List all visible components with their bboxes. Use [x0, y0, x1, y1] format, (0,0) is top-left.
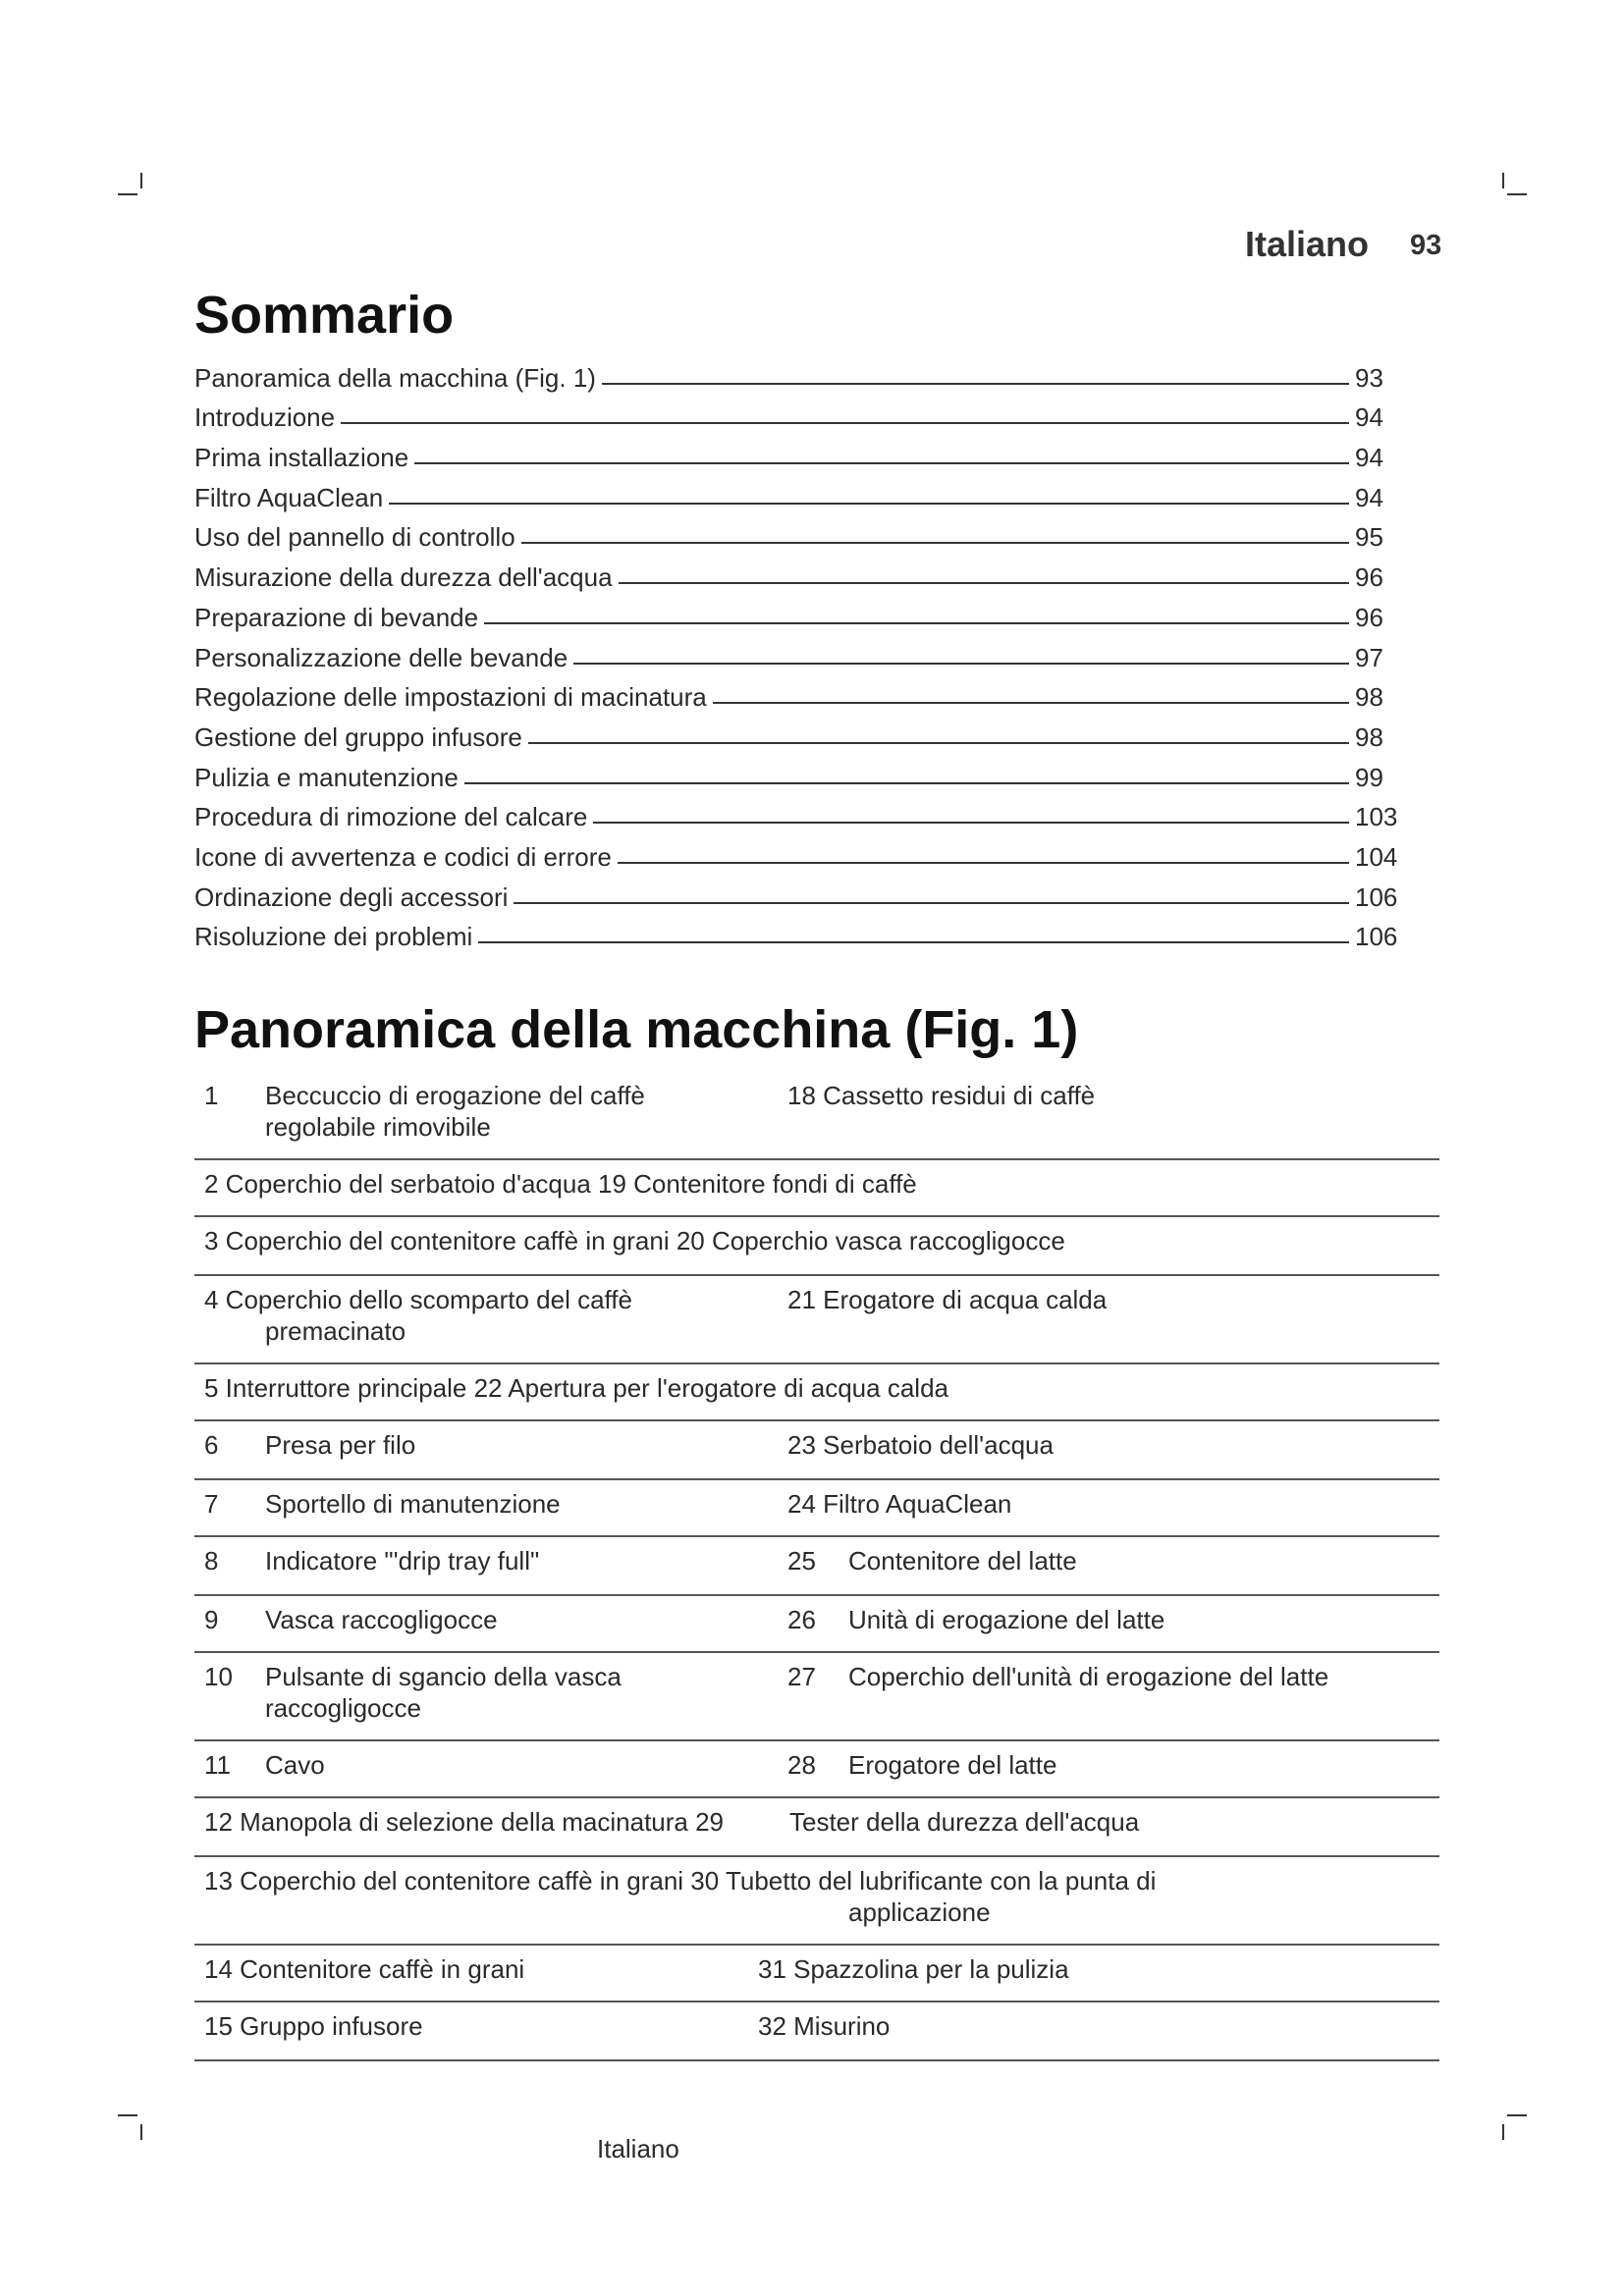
toc-entry[interactable] — [194, 873, 1402, 913]
header-page-number: 93 — [1410, 230, 1442, 261]
toc-entry[interactable] — [194, 433, 1402, 473]
toc-leader — [528, 742, 1349, 744]
table-row — [194, 1480, 1439, 1537]
toc-entry-title: Prima installazione — [194, 443, 409, 473]
part-number: 28 — [787, 1750, 816, 1780]
toc-entry[interactable] — [194, 673, 1402, 714]
header-language: Italiano — [1245, 224, 1370, 264]
toc-entry-page: 99 — [1355, 762, 1383, 792]
toc-leader — [341, 422, 1349, 424]
part-text: 31 Spazzolina per la pulizia — [758, 1954, 1069, 1984]
toc-leader — [478, 941, 1349, 943]
part-label: Cavo — [265, 1750, 325, 1780]
table-row — [194, 1072, 1439, 1160]
toc-entry-page: 96 — [1355, 602, 1383, 632]
part-number: 26 — [787, 1605, 816, 1634]
table-row — [194, 1857, 1439, 1946]
part-text-continued: premacinato — [265, 1316, 406, 1346]
toc-entry-page: 93 — [1355, 362, 1383, 393]
toc-entry[interactable] — [194, 633, 1402, 673]
table-row — [194, 1160, 1439, 1217]
toc-leader — [618, 862, 1349, 864]
toc-entry[interactable] — [194, 832, 1402, 873]
part-label: Sportello di manutenzione — [265, 1489, 561, 1519]
part-label: Pulsante di sgancio della vasca raccogligocce — [265, 1662, 622, 1723]
part-number: 1 — [204, 1081, 219, 1110]
toc-entry-title: Ordinazione degli accessori — [194, 881, 509, 912]
toc-entry[interactable] — [194, 513, 1402, 554]
toc-entry-page: 98 — [1355, 721, 1383, 752]
table-row — [194, 2002, 1439, 2061]
table-row — [194, 1421, 1439, 1480]
part-text: 14 Contenitore caffè in grani — [204, 1954, 525, 1984]
toc-entry[interactable] — [194, 473, 1402, 513]
toc-leader — [593, 822, 1349, 824]
toc-entry-title: Uso del pannello di controllo — [194, 522, 515, 553]
table-row — [194, 1653, 1439, 1741]
part-number: 27 — [787, 1662, 816, 1691]
toc-entry[interactable] — [194, 913, 1402, 953]
crop-mark — [1502, 2124, 1504, 2140]
crop-mark — [140, 173, 142, 188]
overview-title: Panoramica della macchina (Fig. 1) — [194, 1000, 1079, 1059]
table-row — [194, 1537, 1439, 1596]
toc-entry-title: Regolazione delle impostazioni di macinatura — [194, 682, 707, 713]
toc-entry-title: Filtro AquaClean — [194, 482, 384, 512]
toc-leader — [484, 622, 1349, 624]
part-number: 6 — [204, 1430, 219, 1460]
part-text: 2 Coperchio del serbatoio d'acqua 19 Contenitore fondi di caffè — [204, 1169, 917, 1199]
table-row — [194, 1798, 1439, 1857]
toc-entry-page: 97 — [1355, 642, 1383, 672]
table-of-contents — [194, 353, 1402, 952]
crop-mark — [118, 193, 137, 195]
toc-entry-page: 94 — [1355, 443, 1383, 473]
toc-leader — [521, 542, 1349, 544]
toc-entry-page: 96 — [1355, 562, 1383, 593]
toc-entry[interactable] — [194, 713, 1402, 753]
part-text: 23 Serbatoio dell'acqua — [787, 1430, 1054, 1460]
part-number: 9 — [204, 1605, 219, 1634]
crop-mark — [1507, 193, 1527, 195]
toc-leader — [464, 782, 1349, 784]
table-row — [194, 1596, 1439, 1653]
toc-entry-page: 106 — [1355, 922, 1398, 952]
part-label: Unità di erogazione del latte — [848, 1605, 1165, 1634]
part-label: Presa per filo — [265, 1430, 416, 1460]
footer-language: Italiano — [597, 2134, 679, 2163]
part-text: 15 Gruppo infusore — [204, 2011, 423, 2041]
toc-entry-title: Gestione del gruppo infusore — [194, 721, 522, 752]
toc-leader — [414, 462, 1349, 464]
part-text: 21 Erogatore di acqua calda — [787, 1285, 1108, 1314]
toc-title: Sommario — [194, 286, 455, 345]
toc-entry[interactable] — [194, 353, 1402, 394]
part-text: 13 Coperchio del contenitore caffè in grani 30 Tubetto del lubrificante con la punta di — [204, 1866, 1157, 1896]
table-row — [194, 1276, 1439, 1364]
part-label: Erogatore del latte — [848, 1750, 1057, 1780]
part-text: 32 Misurino — [758, 2011, 891, 2041]
table-row — [194, 1217, 1439, 1276]
crop-mark — [1502, 173, 1504, 188]
toc-entry-title: Procedura di rimozione del calcare — [194, 802, 588, 832]
toc-entry-title: Pulizia e manutenzione — [194, 762, 459, 792]
crop-mark — [118, 2114, 137, 2116]
toc-entry-page: 104 — [1355, 841, 1398, 872]
toc-leader — [713, 702, 1349, 704]
toc-entry-title: Misurazione della durezza dell'acqua — [194, 562, 613, 593]
part-text: 4 Coperchio dello scomparto del caffè — [204, 1285, 632, 1314]
part-text-continued: applicazione — [848, 1897, 991, 1927]
part-number: 7 — [204, 1489, 219, 1519]
toc-entry-title: Risoluzione dei problemi — [194, 922, 473, 952]
part-label: Contenitore del latte — [848, 1546, 1077, 1575]
toc-entry-title: Icone di avvertenza e codici di errore — [194, 841, 612, 872]
part-text: 5 Interruttore principale 22 Apertura per l'erogatore di acqua calda — [204, 1373, 948, 1403]
toc-entry-page: 94 — [1355, 482, 1383, 512]
part-label: Indicatore "'drip tray full" — [265, 1546, 540, 1575]
toc-entry-page: 106 — [1355, 881, 1398, 912]
part-number: 11 — [204, 1750, 231, 1780]
part-text: 24 Filtro AquaClean — [787, 1489, 1012, 1519]
toc-entry[interactable] — [194, 793, 1402, 833]
part-number: 8 — [204, 1546, 219, 1575]
toc-entry[interactable] — [194, 753, 1402, 793]
part-label: Tester della durezza dell'acqua — [789, 1807, 1140, 1837]
part-label: Beccuccio di erogazione del caffè regolabile rimovibile — [265, 1081, 645, 1142]
parts-table — [194, 1072, 1439, 2061]
part-text: 12 Manopola di selezione della macinatura 29 — [204, 1807, 725, 1837]
toc-entry-title: Preparazione di bevande — [194, 602, 479, 632]
toc-leader — [573, 663, 1349, 665]
toc-entry[interactable] — [194, 553, 1402, 593]
toc-entry-page: 94 — [1355, 402, 1383, 433]
toc-entry-page: 95 — [1355, 522, 1383, 553]
part-number: 10 — [204, 1662, 233, 1691]
toc-leader — [619, 582, 1349, 584]
part-label: Coperchio dell'unità di erogazione del latte — [848, 1662, 1329, 1691]
toc-entry-title: Introduzione — [194, 402, 336, 433]
toc-entry-page: 103 — [1355, 802, 1398, 832]
table-row — [194, 1741, 1439, 1798]
toc-leader — [514, 902, 1349, 904]
table-row — [194, 1364, 1439, 1421]
toc-leader — [389, 503, 1349, 505]
part-number: 25 — [787, 1546, 816, 1575]
table-row — [194, 1946, 1439, 2002]
toc-entry[interactable] — [194, 593, 1402, 633]
crop-mark — [1507, 2114, 1527, 2116]
part-text: 18 Cassetto residui di caffè — [787, 1081, 1096, 1110]
part-text: 3 Coperchio del contenitore caffè in grani 20 Coperchio vasca raccogligocce — [204, 1226, 1065, 1255]
toc-entry-page: 98 — [1355, 682, 1383, 713]
crop-mark — [140, 2124, 142, 2140]
toc-entry-title: Panoramica della macchina (Fig. 1) — [194, 362, 596, 393]
toc-entry[interactable] — [194, 394, 1402, 434]
part-label: Vasca raccogligocce — [265, 1605, 498, 1634]
toc-entry-title: Personalizzazione delle bevande — [194, 642, 568, 672]
toc-leader — [602, 383, 1349, 385]
